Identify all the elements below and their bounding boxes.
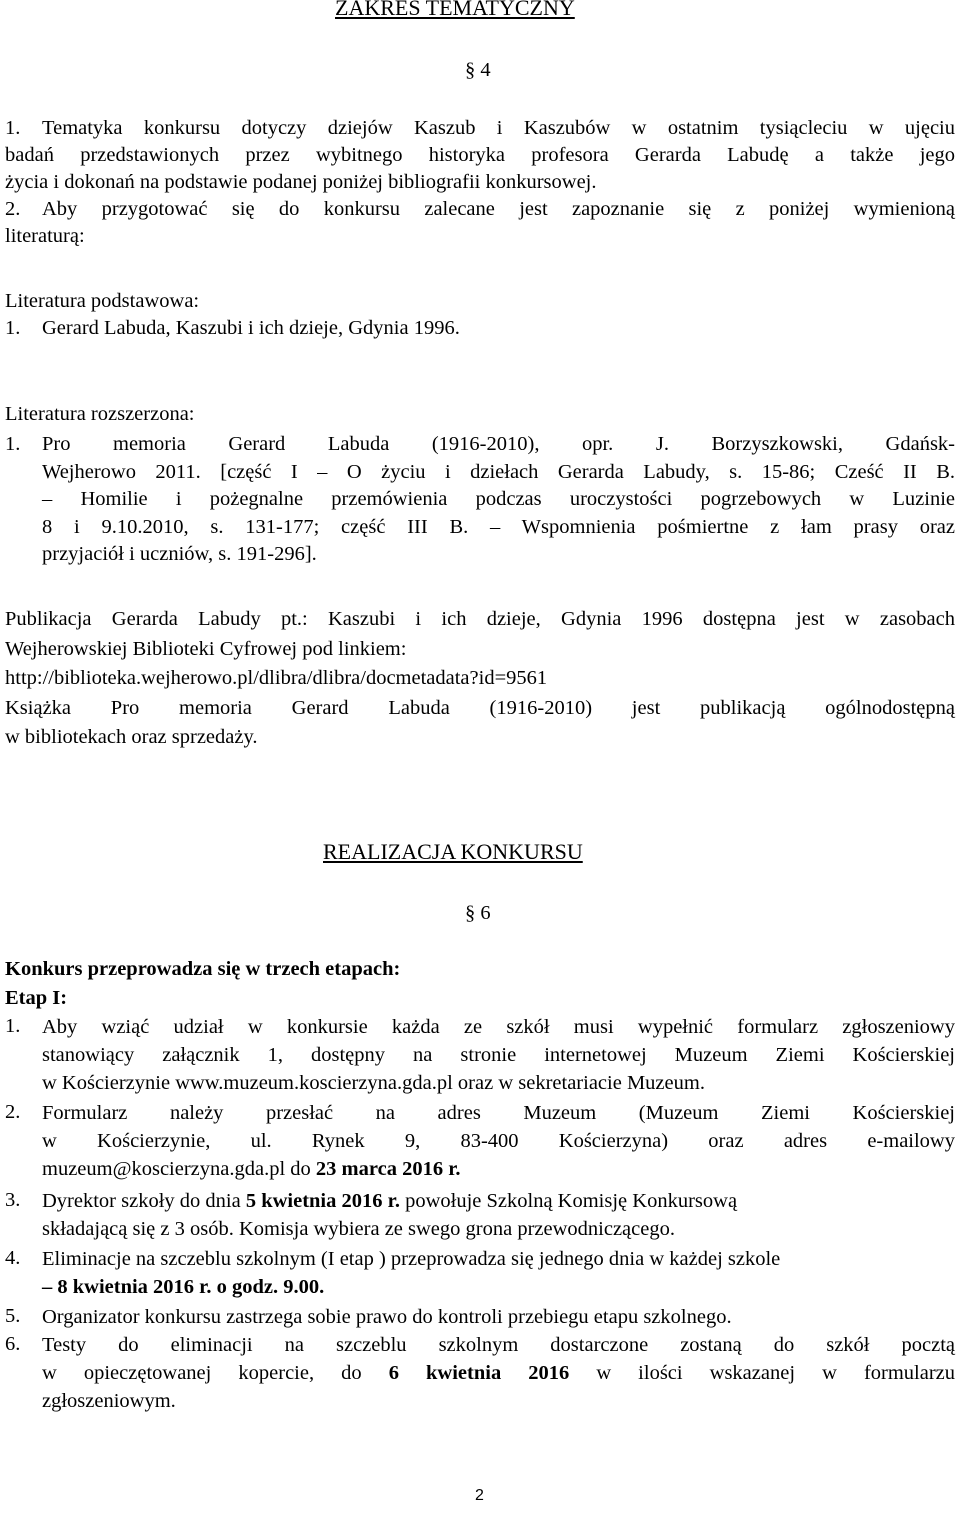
text-line: Organizator konkursu zastrzega sobie prawo do kontroli przebiegu etapu szkolnego. xyxy=(42,1306,732,1328)
text-line: Formularz należy przesłać na adres Muzeum (Muzeum Ziemi Kościerskiej xyxy=(42,1102,955,1124)
stages-heading: Konkurs przeprowadza się w trzech etapach: xyxy=(5,958,401,980)
list-item xyxy=(5,1013,955,1097)
list-item xyxy=(5,315,955,342)
text-line: Wejherowo 2011. [część I – O życiu i dziełach Gerarda Labudy, s. 15-86; Cześć II B. xyxy=(42,460,955,483)
list-item xyxy=(5,196,955,223)
text-line: zgłoszeniowym. xyxy=(42,1390,176,1412)
item-number: 1. xyxy=(5,433,21,455)
text-line xyxy=(42,1155,955,1183)
item-number: 6. xyxy=(5,1333,21,1355)
item-number: 2. xyxy=(5,198,21,220)
text-line: Wejherowskiej Biblioteki Cyfrowej pod linkiem: xyxy=(5,637,407,660)
text-line: literaturą: xyxy=(5,225,85,247)
text-line: Gerard Labuda, Kaszubi i ich dzieje, Gdynia 1996. xyxy=(42,317,460,339)
list-item xyxy=(5,1187,955,1243)
list-item xyxy=(5,1099,955,1183)
section-title-realizacja: REALIZACJA KONKURSU xyxy=(323,839,583,864)
list-item xyxy=(5,1303,955,1331)
item-number: 1. xyxy=(5,117,21,139)
text-line: składającą się z 3 osób. Komisja wybiera ze swego grona przewodniczącego. xyxy=(42,1218,675,1240)
section-title-zakres: ZAKRES TEMATYCZNY xyxy=(335,0,575,20)
text-segment: Dyrektor szkoły do dnia xyxy=(42,1190,246,1212)
item-number: 1. xyxy=(5,317,21,339)
paragraph-mark-6: § 6 xyxy=(465,902,491,924)
text-line: Aby wziąć udział w konkursie każda ze szkół musi wypełnić formularz zgłoszeniowy xyxy=(42,1016,955,1038)
list-item xyxy=(5,1245,955,1301)
item-number: 3. xyxy=(5,1189,21,1211)
text-line: stanowiący załącznik 1, dostępny na stronie internetowej Muzeum Ziemi Kościerskiej xyxy=(42,1044,955,1066)
text-line: Aby przygotować się do konkursu zalecane jest zapoznanie się z poniżej wymienioną xyxy=(42,198,955,220)
text-line: życia i dokonań na podstawie podanej poniżej bibliografii konkursowej. xyxy=(5,171,597,193)
item-number: 4. xyxy=(5,1247,21,1269)
text-segment: w ilości wskazanej w formularzu xyxy=(569,1362,956,1384)
text-line: – Homilie i pożegnalne przemówienia podczas uroczystości pogrzebowych w Luzinie xyxy=(42,488,955,510)
deadline-date: 23 marca 2016 r. xyxy=(315,1158,461,1180)
text-segment: w opieczętowanej kopercie, do xyxy=(42,1362,389,1384)
text-line xyxy=(42,1359,955,1387)
text-line: Książka Pro memoria Gerard Labuda (1916-2010) jest publikacją ogólnodostępną xyxy=(5,696,955,719)
text-line: Testy do eliminacji na szczeblu szkolnym dostarczone zostaną do szkół pocztą xyxy=(42,1334,955,1356)
date-bold: 5 kwietnia 2016 r. xyxy=(245,1190,400,1212)
stage-label: Etap I: xyxy=(5,987,68,1009)
text-line: Publikacja Gerarda Labudy pt.: Kaszubi i ich dzieje, Gdynia 1996 dostępna jest w zasobach xyxy=(5,608,955,630)
text-line xyxy=(42,1187,955,1215)
text-segment: powołuje Szkolną Komisję Konkursową xyxy=(399,1190,738,1212)
list-item xyxy=(5,1331,955,1415)
text-line: Eliminacje na szczeblu szkolnym (I etap ) przeprowadza się jednego dnia w każdej szkole xyxy=(42,1248,781,1270)
email-address[interactable]: muzeum@koscierzyna.gda.pl do xyxy=(42,1158,316,1180)
text-line: w bibliotekach oraz sprzedaży. xyxy=(5,726,258,748)
text-line: w Kościerzynie, ul. Rynek 9, 83-400 Kościerzyna) oraz adres e-mailowy xyxy=(42,1130,955,1152)
library-link[interactable]: http://biblioteka.wejherowo.pl/dlibra/dlibra/docmetadata?id=9561 xyxy=(5,667,548,689)
text-line: w Kościerzynie www.muzeum.koscierzyna.gda.pl oraz w sekretariacie Muzeum. xyxy=(42,1072,705,1094)
text-line: Pro memoria Gerard Labuda (1916-2010), opr. J. Borzyszkowski, Gdańsk- xyxy=(42,433,955,455)
date-bold: – 8 kwietnia 2016 r. o godz. 9.00. xyxy=(42,1276,325,1298)
list-item xyxy=(5,431,955,571)
date-bold: 6 kwietnia 2016 xyxy=(388,1362,570,1384)
item-number: 1. xyxy=(5,1015,21,1037)
basic-literature-heading: Literatura podstawowa: xyxy=(5,290,200,312)
text-line: 8 i 9.10.2010, s. 131-177; część III B. – Wspomnienia pośmiertne z łam prasy oraz xyxy=(42,515,955,538)
item-number: 5. xyxy=(5,1305,21,1327)
text-line: Tematyka konkursu dotyczy dziejów Kaszub i Kaszubów w ostatnim tysiącleciu w ujęciu xyxy=(42,117,955,139)
item-number: 2. xyxy=(5,1101,21,1123)
publication-paragraph xyxy=(5,605,955,753)
page-number: 2 xyxy=(475,1487,484,1504)
text-line: badań przedstawionych przez wybitnego historyka profesora Gerarda Labudę a także jego xyxy=(5,144,955,166)
paragraph-mark-4: § 4 xyxy=(465,59,491,81)
text-line: przyjaciół i uczniów, s. 191-296]. xyxy=(42,543,317,565)
extended-literature-heading: Literatura rozszerzona: xyxy=(5,403,195,425)
